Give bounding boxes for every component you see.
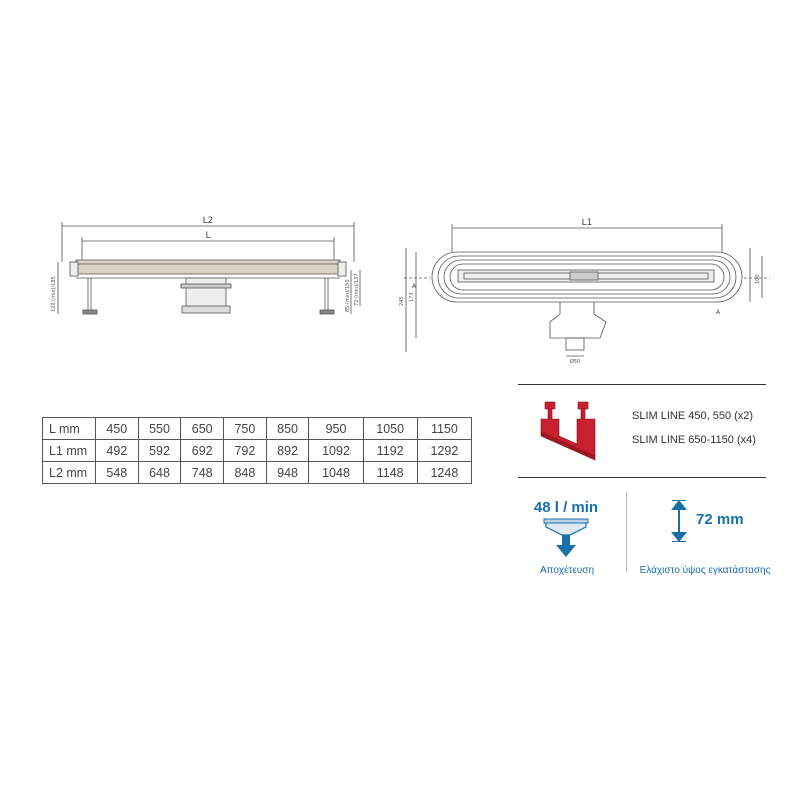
table-cell: 1248 xyxy=(417,462,471,484)
table-cell: 692 xyxy=(181,440,224,462)
min-height-value: 72 mm xyxy=(696,511,744,528)
table-cell: 1150 xyxy=(417,418,471,440)
top-dim-height: 245 xyxy=(399,296,405,306)
table-cell: 1048 xyxy=(309,462,363,484)
min-height-caption: Ελάχιστο ύψος εγκατάστασης xyxy=(639,565,771,576)
row-label: L mm xyxy=(43,418,96,440)
top-dim-outlet: Ø50 xyxy=(569,359,581,365)
table-cell: 548 xyxy=(96,462,139,484)
table-cell: 650 xyxy=(181,418,224,440)
section-mark-left: A xyxy=(412,283,417,290)
table-row xyxy=(43,440,472,462)
table-cell: 1148 xyxy=(363,462,417,484)
table-cell: 1192 xyxy=(363,440,417,462)
side-label-l: L xyxy=(205,231,211,241)
table-cell: 792 xyxy=(224,440,267,462)
table-cell: 1050 xyxy=(363,418,417,440)
support-legs-icon xyxy=(533,398,603,464)
row-label: L2 mm xyxy=(43,462,96,484)
legs-count-long: SLIM LINE 650-1150 (x4) xyxy=(632,434,756,446)
side-label-l2: L2 xyxy=(202,216,214,226)
dimensions-table xyxy=(42,417,472,484)
side-dim-right-2: 72 (min)/137 xyxy=(354,273,360,306)
table-cell: 748 xyxy=(181,462,224,484)
top-view-drawing xyxy=(390,210,780,370)
top-dim-right: 100 xyxy=(755,274,761,284)
table-cell: 892 xyxy=(266,440,309,462)
table-cell: 750 xyxy=(224,418,267,440)
table-cell: 850 xyxy=(266,418,309,440)
top-label-l1: L1 xyxy=(581,218,593,228)
flow-caption: Αποχέτευση xyxy=(539,565,595,576)
drain-flow-icon xyxy=(540,517,592,559)
side-dim-right-1: 85 (min)/150 xyxy=(345,279,351,312)
middle-separator xyxy=(518,477,766,478)
row-label: L1 mm xyxy=(43,440,96,462)
table-cell: 948 xyxy=(266,462,309,484)
table-cell: 592 xyxy=(138,440,181,462)
table-cell: 648 xyxy=(138,462,181,484)
table-row xyxy=(43,418,472,440)
flow-rate-value: 48 l / min xyxy=(533,499,599,516)
side-dim-left: 120 (min)/185 xyxy=(51,276,57,312)
table-cell: 950 xyxy=(309,418,363,440)
table-cell: 1292 xyxy=(417,440,471,462)
table-cell: 492 xyxy=(96,440,139,462)
side-elevation-drawing xyxy=(48,210,368,325)
table-cell: 450 xyxy=(96,418,139,440)
height-arrow-icon xyxy=(668,500,690,542)
table-cell: 1092 xyxy=(309,440,363,462)
top-dim-height-2: 173 xyxy=(409,292,415,302)
table-cell: 848 xyxy=(224,462,267,484)
section-mark-right: A xyxy=(716,309,721,316)
legs-count-short: SLIM LINE 450, 550 (x2) xyxy=(632,410,754,422)
vertical-separator xyxy=(626,492,627,572)
table-cell: 550 xyxy=(138,418,181,440)
table-row xyxy=(43,462,472,484)
top-separator xyxy=(518,384,766,385)
